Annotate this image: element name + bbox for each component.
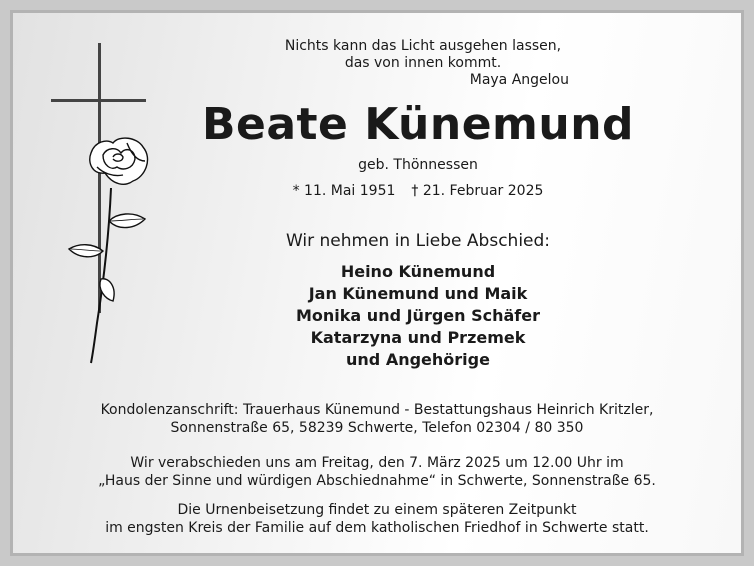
family-member: und Angehörige xyxy=(346,350,490,369)
cross-and-rose-illustration xyxy=(47,43,167,373)
ceremony-line: Wir verabschieden uns am Freitag, den 7. März 2025 um 12.00 Uhr im xyxy=(130,455,624,471)
condolence-line: Kondolenzanschrift: Trauerhaus Künemund - Bestattungshaus Heinrich Kritzler, xyxy=(100,402,654,418)
family-member: Katarzyna und Przemek xyxy=(310,328,526,347)
burial-line: Die Urnenbeisetzung findet zu einem späteren Zeitpunkt xyxy=(177,502,577,518)
farewell-intro: Wir nehmen in Liebe Abschied: xyxy=(285,231,551,251)
rose-icon xyxy=(69,138,148,363)
birth-name: geb. Thönnessen xyxy=(358,157,478,173)
obituary-card xyxy=(10,10,744,556)
life-dates xyxy=(198,183,638,199)
family-member: Heino Künemund xyxy=(340,262,496,281)
family-member: Jan Künemund und Maik xyxy=(308,284,528,303)
quote-author: Maya Angelou xyxy=(469,72,569,88)
quote-line: Nichts kann das Licht ausgehen lassen, xyxy=(284,38,562,54)
burial-line: im engsten Kreis der Familie auf dem katholischen Friedhof in Schwerte statt. xyxy=(105,520,649,536)
condolence-line: Sonnenstraße 65, 58239 Schwerte, Telefon 02304 / 80 350 xyxy=(170,420,584,436)
quote-line: das von innen kommt. xyxy=(344,55,502,71)
ceremony-line: „Haus der Sinne und würdigen Abschiednahme“ in Schwerte, Sonnenstraße 65. xyxy=(98,473,656,489)
family-list xyxy=(198,261,638,371)
condolence-address xyxy=(13,401,741,437)
deceased-name: Beate Künemund xyxy=(201,99,635,150)
quote xyxy=(263,38,583,89)
ceremony-info xyxy=(13,454,741,490)
family-member: Monika und Jürgen Schäfer xyxy=(296,306,540,325)
birth-date: * 11. Mai 1951 xyxy=(292,183,396,199)
burial-info xyxy=(13,501,741,537)
death-date: † 21. Februar 2025 xyxy=(411,183,544,199)
